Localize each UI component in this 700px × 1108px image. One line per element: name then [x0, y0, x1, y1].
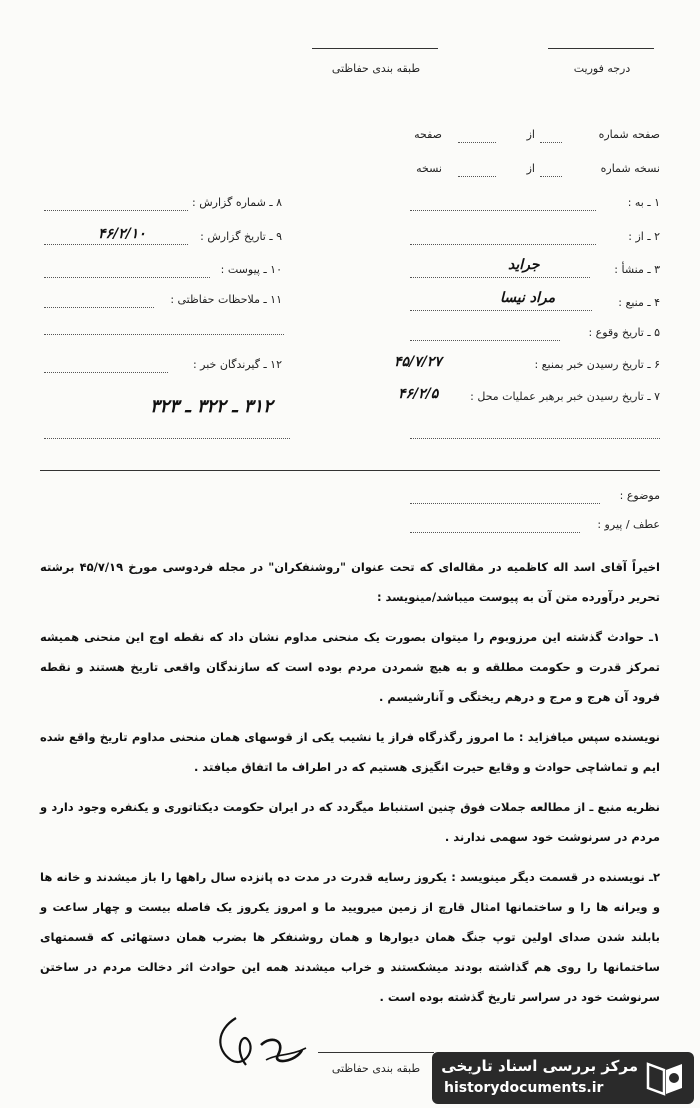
watermark-url: historydocuments.ir	[444, 1080, 604, 1096]
watermark-org-name: مرکز بررسی اسناد تاریخی	[441, 1057, 638, 1075]
header-classification: طبقه بندی حفاظتی	[331, 62, 421, 75]
header-urgency: درجه فوریت	[573, 62, 631, 75]
body-paragraph-1: ۱ـ حوادث گذشته این مرزوبوم را میتوان بصورت یک منحنی مداوم نشان داد که نقطه اوج این منحنی همیشه تمرکز قدرت و حکومت مطلقه و به هیچ شمردن مردم بوده است که سازندگان واقعی تاریخ هستند و نقطه فرود آن هرج و مرج و درهم ریختگی و آنارشیسم .	[40, 630, 660, 704]
copy-of-label: از	[526, 162, 535, 175]
page-number-label: صفحه شماره	[598, 128, 660, 141]
source-label: ۴ ـ منبع :	[618, 296, 660, 309]
date-received-ops-value: ۴۶/۲/۵	[398, 386, 439, 402]
event-date-label: ۵ ـ تاریخ وقوع :	[588, 326, 660, 339]
copy-label: نسخه	[416, 162, 442, 175]
source-value: مراد نیسا	[500, 290, 556, 306]
subject-label: موضوع :	[619, 489, 660, 502]
date-received-ops-label: ۷ ـ تاریخ رسیدن خبر برهبر عملیات محل :	[470, 390, 660, 403]
body-intro: اخیراً آقای اسد اله کاظمیه در مقاله‌ای که تحت عنوان "روشنفکران" در مجله فردوسی مورخ ۴۵/۷/۱۹ برشته تحریر درآورده متن آن به پیوست میباشد/مینویسد :	[40, 560, 660, 604]
from-label: ۲ ـ از :	[628, 230, 660, 243]
watermark-logo-icon	[644, 1058, 686, 1098]
classification-line	[312, 48, 438, 49]
footer-line	[318, 1052, 434, 1053]
copy-number-label: نسخه شماره	[600, 162, 660, 175]
body-paragraph-3: نظریه منبع ـ از مطالعه جملات فوق چنین استنباط میگردد که در ایران حکومت دیکتاتوری و یکنفره وجود دارد و مردم در سرنوشت خود سهمی ندارند .	[40, 800, 660, 844]
to-label: ۱ ـ به :	[627, 196, 660, 209]
footer-classification: طبقه بندی حفاظتی	[331, 1062, 421, 1075]
security-notes-label: ۱۱ ـ ملاحظات حفاظتی :	[170, 293, 282, 306]
body-paragraph-4: ۲ـ نویسنده در قسمت دیگر مینویسد : یکروز رسایه قدرت در مدت ده پانزده سال راهها را باز میشدند و خانه ها و ویرانه ها را و ساختمانها امثال قارچ از زمین میرویید ما و امروز یکروز یک فاصله بیست و چهار ساعت و بابلند شدن صدای اولین توپ جنگ همان دیوارها و همان روشنفکر ها بضرب همان دستهائی که قسمتهای ساختمانها را روی هم گذاشته بودند میشکستند و خراب میشدند همه این حوادث اثر دخالت مردم در ساختن سرنوشت خود در سراسر تاریخ گذشته بوده است .	[40, 870, 660, 1004]
report-number-label: ۸ ـ شماره گزارش :	[192, 196, 282, 209]
page-of-label: از	[526, 128, 535, 141]
body-paragraph-2: نویسنده سپس میافزاید : ما امروز رگذرگاه فراز یا نشیب یکی از قوسهای همان منحنی مداوم تاریخ واقع شده ایم و تماشاچی حوادث و وقایع حیرت انگیزی هستیم که در اطراف ما اتفاق میافتد .	[40, 730, 660, 774]
attachment-label: ۱۰ ـ پیوست :	[220, 263, 282, 276]
origin-label: ۳ ـ منشأ :	[614, 263, 660, 276]
date-received-source-label: ۶ ـ تاریخ رسیدن خبر بمنبع :	[534, 358, 660, 371]
urgency-line	[548, 48, 654, 49]
watermark-badge	[432, 1052, 694, 1104]
recipients-label: ۱۲ ـ گیرندگان خبر :	[192, 358, 282, 371]
report-date-label: ۹ ـ تاریخ گزارش :	[200, 230, 282, 243]
origin-value: جراید	[508, 257, 540, 273]
recipients-value: ۳۱۲ ـ ۳۲۲ ـ ۳۲۳	[150, 396, 273, 417]
separator-line	[40, 470, 660, 471]
page-label: صفحه	[414, 128, 442, 141]
date-received-source-value: ۴۵/۷/۲۷	[394, 354, 442, 370]
reference-label: عطف / پیرو :	[597, 518, 660, 531]
report-body	[40, 552, 660, 1022]
signature-scribble	[206, 1010, 316, 1080]
report-date-value: ۴۶/۲/۱۰	[98, 226, 146, 242]
